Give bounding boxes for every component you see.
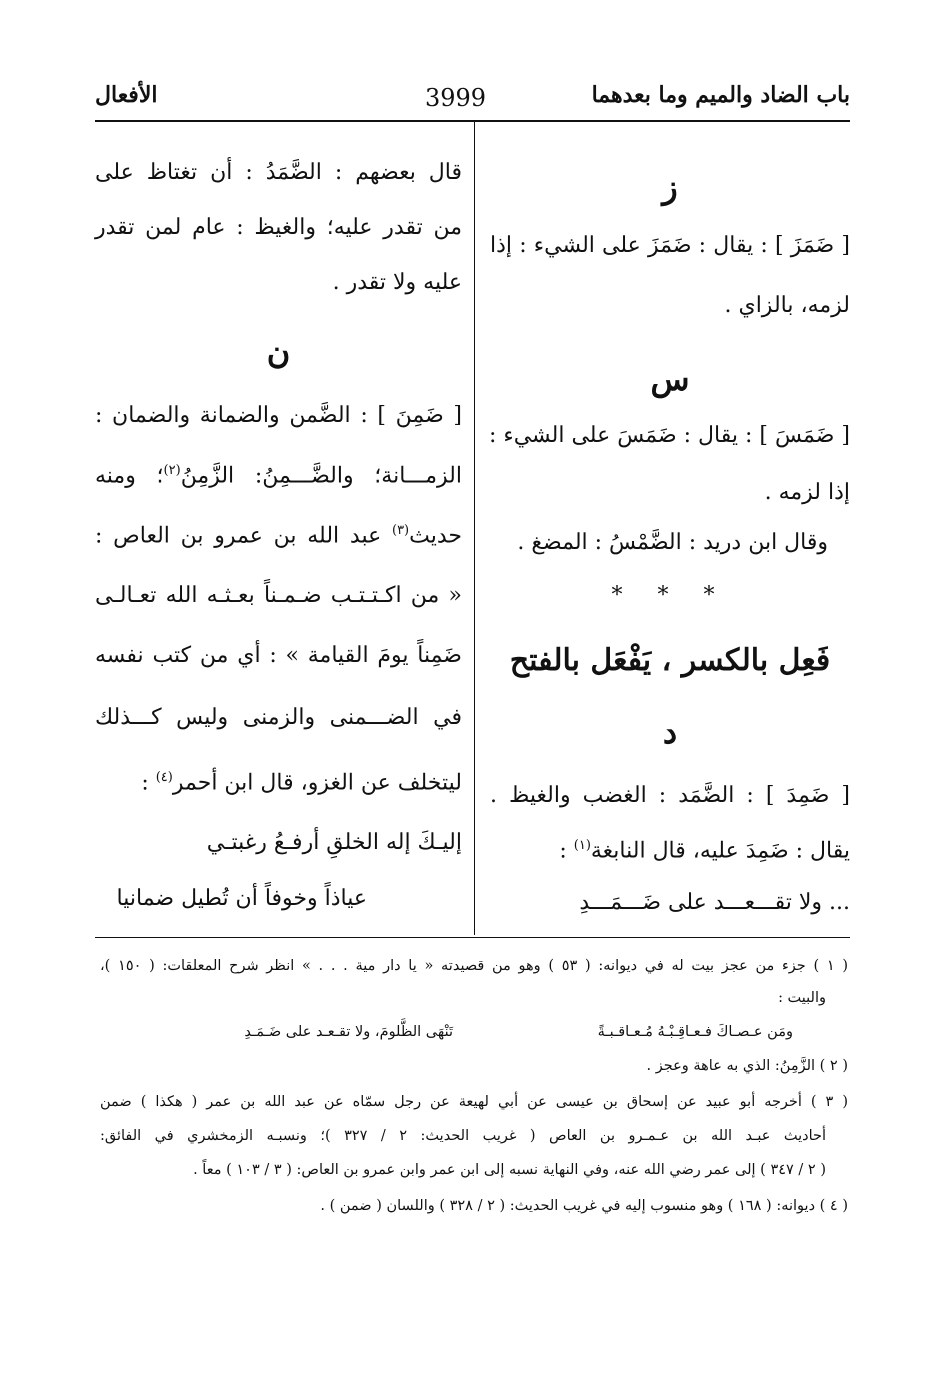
letter-heading-n: ن — [266, 333, 291, 371]
entry-line: الزمـــانة؛ والضَّـــمِنُ: الزَّمِنُ$^{(٢)}$؛ ومنه — [95, 463, 462, 489]
footnote-ref: (٤) — [155, 770, 173, 785]
poem-line: إليـكَ إله الخلقِ أرفـعُ رغبتـي — [206, 830, 462, 855]
letter-heading-d: د — [662, 713, 678, 751]
poem-line: عياذاً وخوفاً أن تُطيل ضمانيا — [116, 886, 367, 911]
entry-line: وقال ابن دريد : الضَّمْسُ : المضغ . — [517, 530, 828, 555]
entry-line: [ ضَمَسَ ] : يقال : ضَمَسَ على الشيء : — [488, 423, 850, 448]
section-name: الأفعال — [95, 82, 158, 108]
page-header — [95, 82, 850, 114]
chapter-title: باب الضاد والميم وما بعدهما — [591, 82, 850, 108]
verse-line: ... ولا تقـــعـــد على ضَـــمَـــدِ — [579, 890, 850, 915]
section-heading: فَعِل بالكسر ، يَفْعَل بالفتح — [509, 643, 831, 678]
header-rule — [95, 120, 850, 122]
footnote-1: ( ١ ) جزء من عجز بيت له في ديوانه: ( ٥٣ ) وهو من قصيدته « يا دار مية . . . » انظر شرح المعلقات: ( ١٥٠ )، — [100, 958, 848, 974]
footnote-3-cont: أحاديث عبـد الله بن عـمـرو بن العاص ( غريب الحديث: ٢ / ٣٢٧ )؛ ونسبـه الزمخشري في الفائق: — [100, 1128, 826, 1144]
entry-line: إذا لزمه . — [764, 480, 850, 505]
footnote-4: ( ٤ ) ديوانه: ( ١٦٨ ) وهو منسوب إليه في غريب الحديث: ( ٢ / ٣٢٨ ) واللسان ( ضمن ) . — [320, 1198, 848, 1214]
section-separator-stars: * * * — [611, 583, 729, 608]
entry-line: « من اكـتـتـب ضـمـناً بعـثـه الله تعـالـى — [95, 583, 462, 608]
entry-line: في الضـــمنى والزمنى وليس كـــذلك — [95, 705, 462, 730]
entry-line: ليتخلف عن الغزو، قال ابن أحمر$^{(٤)}$ : — [141, 770, 462, 796]
footnote-ref: (٢) — [163, 463, 181, 478]
page-number: 3999 — [425, 84, 487, 112]
entry-line: [ ضَمِنَ ] : الضَّمن والضمانة والضمان : — [95, 403, 462, 428]
entry-line: يقال : ضَمِدَ عليه، قال النابغة$^{(١)}$ : — [559, 838, 850, 864]
footnote-3: ( ٣ ) أخرجه أبو عبيد عن إسحاق بن عيسى عن أبي لهيعة عن رجل سمّاه عن عبد الله بن عمر ( هكذا ) ضمن — [100, 1094, 848, 1110]
entry-line: عليه ولا تقدر . — [332, 270, 462, 295]
entry-line: [ ضَمَزَ ] : يقال : ضَمَزَ على الشيء : إذا — [490, 233, 850, 258]
entry-line: لزمه، بالزاي . — [724, 293, 850, 318]
entry-line: حديث$^{(٣)}$ عبد الله بن عمرو بن العاص : — [95, 523, 462, 549]
footnote-ref: (٣) — [391, 523, 410, 538]
footnote-1-verse — [100, 1024, 848, 1044]
entry-line: [ ضَمِدَ ] : الضَّمَد : الغضب والغيظ . — [490, 783, 850, 808]
footnote-rule — [95, 937, 850, 938]
column-divider — [474, 122, 475, 935]
entry-line: من تقدر عليه؛ والغيظ : عام لمن تقدر — [95, 215, 462, 240]
entry-line: قال بعضهم : الضَّمَدُ : أن تغتاظ على — [95, 160, 462, 185]
entry-line: ضَمِناً يومَ القيامة » : أي من كتب نفسه — [95, 643, 462, 668]
footnote-1-cont: والبيت : — [778, 990, 826, 1006]
footnote-2: ( ٢ ) الزَّمِنُ: الذي به عاهة وعجز . — [646, 1058, 848, 1074]
letter-heading-z: ز — [662, 168, 678, 206]
letter-heading-s: س — [650, 360, 690, 398]
verse-hemistich-1: ومَن عـصـاكَ فـعـاقِـبْـهُ مُـعـاقـبـةً — [597, 1024, 793, 1040]
verse-hemistich-2: تَنْهَى الظَّلومَ، ولا تقـعـد على ضَـمَـدِ — [244, 1024, 453, 1040]
footnote-ref: (١) — [573, 838, 591, 853]
footnote-3-cont: ( ٢ / ٣٤٧ ) إلى عمر رضي الله عنه، وفي النهاية نسبه إلى ابن عمر وابن عمرو بن العاص: ( ٣ / ١٠٣ ) معاً . — [193, 1162, 826, 1178]
